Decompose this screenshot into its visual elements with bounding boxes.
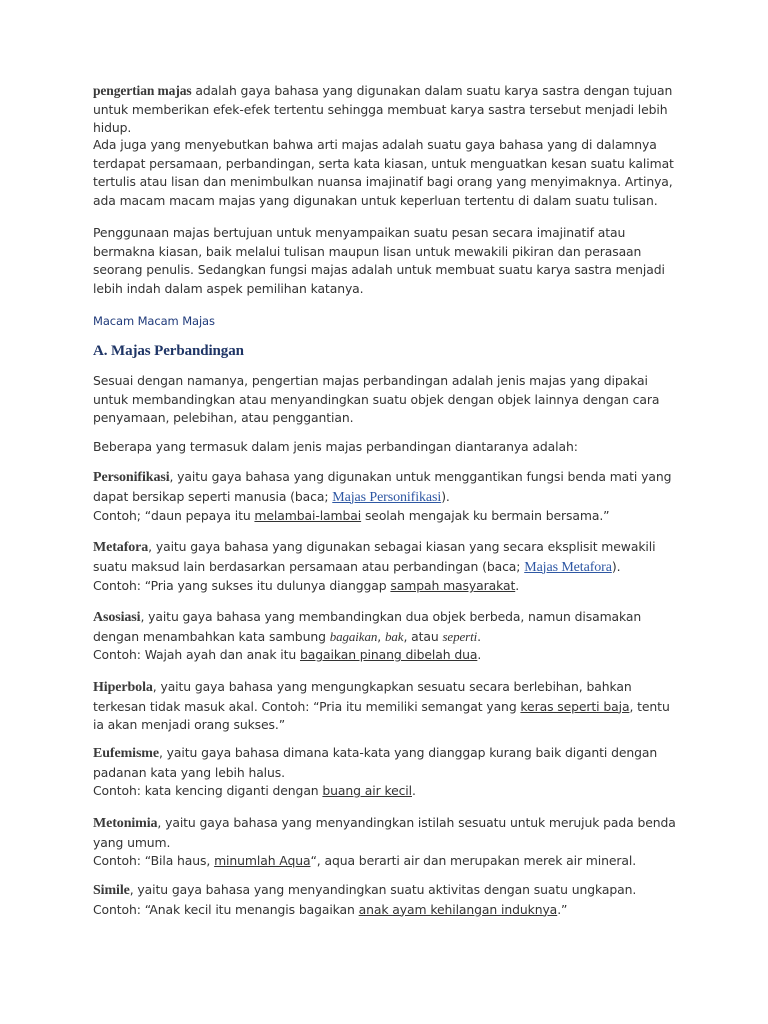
intro-paragraph-3: Penggunaan majas bertujuan untuk menyampaikan suatu pesan secara imajinatif atau bermakna kiasan, baik melalui tulisan maupun lisan untuk mewakili pikiran dan perasaan seorang penulis. Sedangkan fungsi majas adalah untuk membuat suatu karya sastra menjadi lebih indah dalam aspek pemilihan katanya. <box>93 225 665 296</box>
item-term: Metafora <box>93 540 149 555</box>
example-prefix: Contoh: Wajah ayah dan anak itu <box>93 647 300 663</box>
conjunction-seperti: seperti <box>442 628 478 644</box>
item-example <box>93 646 683 665</box>
example-underlined: anak ayam kehilangan induknya <box>358 901 558 917</box>
example-underlined: keras seperti baja <box>520 698 630 714</box>
example-suffix: seolah mengajak ku bermain bersama.” <box>361 508 610 524</box>
conjunction-bagaikan: bagaikan <box>329 628 378 644</box>
example-suffix: .” <box>557 901 568 917</box>
item-definition-text: , yaitu gaya bahasa yang digunakan untuk menggantikan fungsi benda mati yang dapat bersikap seperti manusia (baca; <box>93 469 672 504</box>
item-term: Personifikasi <box>93 470 170 485</box>
link-majas-personifikasi[interactable]: Majas Personifikasi <box>332 489 442 505</box>
section-heading: A. Majas Perbandingan <box>93 343 244 359</box>
example-prefix: Contoh: “Pria yang sukses itu dulunya dianggap <box>93 578 391 594</box>
intro-lead-term: pengertian majas <box>93 83 192 98</box>
item-personifikasi <box>93 468 683 526</box>
item-definition <box>93 881 683 901</box>
item-term: Eufemisme <box>93 746 159 761</box>
item-metafora <box>93 538 683 596</box>
item-definition <box>93 538 683 577</box>
intro-paragraph-2: Ada juga yang menyebutkan bahwa arti majas adalah suatu gaya bahasa yang di dalamnya terdapat persamaan, perbandingan, serta kata kiasan, untuk menguatkan kesan suatu kalimat tertulis atau lisan dan menimbulkan nuansa imajinatif bagi orang yang menyimaknya. Artinya, ada macam macam majas yang digunakan untuk keperluan tertentu di dalam suatu tulisan. <box>93 137 674 208</box>
example-underlined: melambai-lambai <box>254 508 362 524</box>
example-underlined: minumlah Aqua <box>214 853 311 869</box>
item-example <box>93 852 683 871</box>
item-definition-text: , yaitu gaya bahasa yang menyandingkan istilah sesuatu untuk merujuk pada benda yang umum. <box>93 815 676 850</box>
item-definition-end: ). <box>611 558 621 574</box>
intro-paragraph-1-text: adalah gaya bahasa yang digunakan dalam suatu karya sastra dengan tujuan untuk memberikan efek-efek tertentu sehingga membuat karya sastra tersebut menjadi lebih hidup. <box>93 83 673 136</box>
item-asosiasi <box>93 608 683 665</box>
item-definition-text: , yaitu gaya bahasa dimana kata-kata yang dianggap kurang baik diganti dengan padanan kata yang lebih halus. <box>93 745 658 780</box>
link-majas-metafora[interactable]: Majas Metafora <box>524 559 612 575</box>
example-prefix: Contoh; “daun pepaya itu <box>93 508 255 524</box>
item-definition <box>93 468 683 507</box>
section-intro: Sesuai dengan namanya, pengertian majas perbandingan adalah jenis majas yang dipakai untuk membandingkan atau menyandingkan suatu objek dengan objek lainnya dengan cara penyamaan, pelebihan, atau penggantian. <box>93 373 660 426</box>
example-suffix: . <box>515 578 520 594</box>
item-term: Simile <box>93 883 130 898</box>
item-definition-end: ). <box>441 488 450 504</box>
item-term: Hiperbola <box>93 680 153 695</box>
item-example <box>93 901 683 920</box>
item-definition-text: , yaitu gaya bahasa yang digunakan sebagai kiasan yang secara eksplisit mewakili suatu maksud lain berdasarkan persamaan atau perbandingan (baca; <box>93 539 656 574</box>
example-underlined: buang air kecil <box>322 783 412 799</box>
example-suffix: . <box>477 647 482 663</box>
item-metonimia <box>93 814 683 871</box>
example-suffix: “, aqua berarti air dan merupakan merek air mineral. <box>310 853 637 869</box>
item-definition <box>93 608 683 646</box>
item-definition-text: , yaitu gaya bahasa yang mengungkapkan sesuatu secara berlebihan, bahkan terkesan tidak masuk akal. Contoh: “Pria itu memiliki semangat yang <box>93 679 632 714</box>
item-definition <box>93 814 683 852</box>
example-prefix: Contoh: “Anak kecil itu menangis bagaikan <box>93 901 359 917</box>
item-hiperbola <box>93 678 683 735</box>
example-underlined: sampah masyarakat <box>390 578 516 594</box>
item-simile <box>93 881 683 919</box>
item-example <box>93 577 683 596</box>
item-definition-end: . <box>477 628 481 644</box>
item-definition-text: , yaitu gaya bahasa yang membandingkan dua objek berbeda, namun disamakan dengan menambahkan kata sambung <box>93 609 642 644</box>
item-term: Metonimia <box>93 816 158 831</box>
conjunction-bak: bak <box>384 628 404 644</box>
intro-paragraph-1 <box>93 82 683 138</box>
example-prefix: Contoh: “Bila haus, <box>93 853 215 869</box>
example-suffix: . <box>412 783 416 799</box>
section-lead: Beberapa yang termasuk dalam jenis majas perbandingan diantaranya adalah: <box>93 439 578 454</box>
item-eufemisme <box>93 744 683 801</box>
item-definition <box>93 678 683 735</box>
item-term: Asosiasi <box>93 610 141 625</box>
item-example <box>93 507 683 526</box>
example-underlined: bagaikan pinang dibelah dua <box>299 647 478 663</box>
example-suffix: , tentu ia akan menjadi orang sukses.” <box>93 698 670 733</box>
item-definition-text: , yaitu gaya bahasa yang menyandingkan suatu aktivitas dengan suatu ungkapan. <box>129 882 637 897</box>
separator: , atau <box>403 628 443 644</box>
item-example <box>93 782 683 801</box>
toc-label: Macam Macam Majas <box>93 314 215 328</box>
item-definition <box>93 744 683 782</box>
separator: , <box>377 628 385 644</box>
example-prefix: Contoh: kata kencing diganti dengan <box>93 783 323 799</box>
